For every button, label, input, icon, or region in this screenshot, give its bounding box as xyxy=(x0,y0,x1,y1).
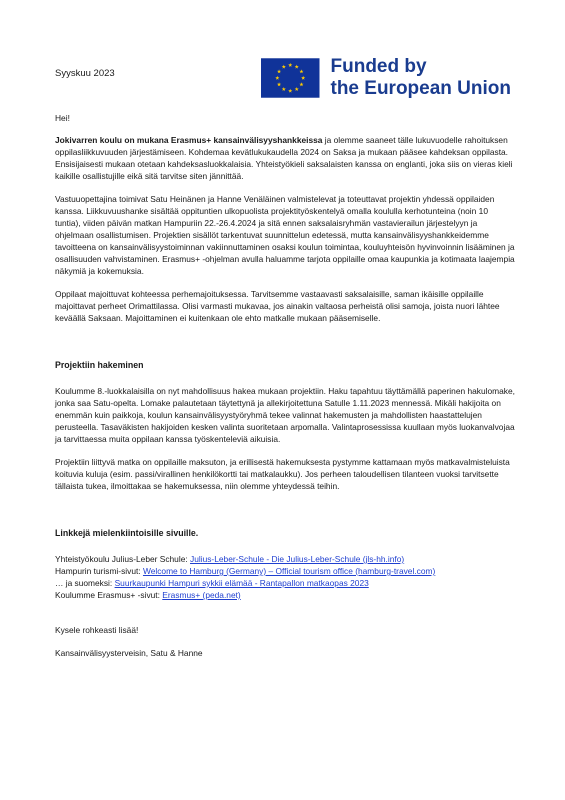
link-row xyxy=(55,565,515,577)
greeting: Hei! xyxy=(55,113,70,123)
heading-application: Projektiin hakeminen xyxy=(55,360,144,370)
link-row xyxy=(55,577,515,589)
intro-text: ja olemme saaneet tälle lukuvuodelle rahoituksen oppilasliikkuvuuden järjestämiseen. Kohdemaa kevätlukukaudella 2024 on Saksa ja mukaan pääsee kahdeksan oppilasta. Ensisijaisesti mukaan otetaan kahdeksasluokkalaisia. Yhteistyökieli saksalaisten kanssa on englanti, joka siis on vieras kieli kaikille osallistujille eikä sitä tarvitse siten jännittää. xyxy=(55,135,513,181)
eu-funded-line2: the European Union xyxy=(330,78,511,99)
paragraph-costs: Projektiin liittyvä matka on oppilaille maksuton, ja erillisestä hakemuksesta pystymme kattamaan myös matkavalmisteluista koituvia kuluja (esim. passi/virallinen henkilökortti tai matkalaukku). Jos perheen taloudellisen tilanteen vuoksi tarvitsette tällaista tukea, ilmoittakaa se hakemuksessa, niin olemme yhteydessä teihin. xyxy=(55,457,510,491)
links-list xyxy=(55,553,515,601)
link-prefix: Koulumme Erasmus+ -sivut: xyxy=(55,590,163,600)
eu-funded-line1: Funded by xyxy=(330,56,427,77)
signature: Kansainvälisyysterveisin, Satu & Hanne xyxy=(55,648,203,658)
paragraph-accommodation: Oppilaat majoittuvat kohteessa perhemajoituksessa. Tarvitsemme vastaavasti saksalaisille, saman ikäisille oppilaille majoittavat perheet Orimattilassa. Olisi varmasti mukavaa, jos ainakin valtaosa perheistä olisi samoja, joista nuori lähtee keväällä Saksaan. Majoittaminen ei kuitenkaan ole ehto matkalle mukaan pääsemiselle. xyxy=(55,289,500,323)
paragraph-teachers: Vastuuopettajina toimivat Satu Heinänen ja Hanne Venäläinen valmistelevat ja toteuttavat projektin yhdessä oppilaiden kanssa. Liikkuvuushanke sisältää oppituntien ulkopuolista projektityöskentelyä omalla koululla kerhotunteina (noin 10 tuntia), viiden päivän matkan Hampuriin 22.-26.4.2024 ja sitä ennen saksalaisryhmän vastavierailun järjestelyyn ja ohjelmaan osallistumisen. Projektien sisällöt tarkentuvat suunnittelun edetessä, mutta kansainvälisyyshankkeidemme tavoitteena on kansainvälisyystoiminnan vakiinnuttaminen osaksi koulun toimintaa, kouluyhteisön hyvinvoinnin lisääminen ja osallisuuden vahvistaminen. Erasmus+ -ohjelman avulla haluamme tarjota oppilaille omaa kaupunkia ja kotimaata laajempia näkymiä ja kokemuksia. xyxy=(55,194,515,276)
paragraph-intro xyxy=(55,134,515,182)
letter-body xyxy=(55,112,515,659)
link-hamburg-finnish[interactable]: Suurkaupunki Hampuri sykkii elämää - Rantapallon matkaopas 2023 xyxy=(114,578,369,588)
link-prefix: Yhteistyökoulu Julius-Leber Schule: xyxy=(55,554,191,564)
eu-funding-logo xyxy=(261,47,511,109)
link-prefix: Hampurin turismi-sivut: xyxy=(55,566,143,576)
letter-date: Syyskuu 2023 xyxy=(55,68,115,79)
heading-links: Linkkejä mielenkiintoisille sivuille. xyxy=(55,528,199,538)
link-row xyxy=(55,553,515,565)
eu-funded-text xyxy=(331,56,512,100)
link-prefix: … ja suomeksi: xyxy=(55,578,115,588)
link-hamburg-tourism[interactable]: Welcome to Hamburg (Germany) – Official tourism office (hamburg-travel.com) xyxy=(142,566,436,576)
paragraph-application: Koulumme 8.-luokkalaisilla on nyt mahdollisuus hakea mukaan projektiin. Haku tapahtuu täyttämällä paperinen hakulomake, jonka saa Satu-opelta. Lomake palautetaan täytettynä ja allekirjoitettuna Satulle 1.11.2023 mennessä. Mikäli hakijoita on enemmän kuin paikkoja, koulun kansainvälisyystyöryhmä tekee valinnat hakemusten ja mahdollisten haastattelujen perusteella. Tasaväkisten hakijoiden kesken valinta suoritetaan arpomalla. Valintaprosessissa kuullaan myös luokanvalvojaa ja tarvittaessa muita oppilaan kanssa työskenteleviä aikuisia. xyxy=(55,386,515,444)
link-partner-school[interactable]: Julius-Leber-Schule - Die Julius-Leber-Schule (jls-hh.info) xyxy=(190,554,405,564)
eu-flag-icon xyxy=(261,49,320,107)
intro-bold-text: Jokivarren koulu on mukana Erasmus+ kansainvälisyyshankkeissa xyxy=(55,135,323,145)
link-row xyxy=(55,589,515,601)
closing-text: Kysele rohkeasti lisää! xyxy=(55,625,139,635)
link-erasmus-page[interactable]: Erasmus+ (peda.net) xyxy=(162,590,241,600)
